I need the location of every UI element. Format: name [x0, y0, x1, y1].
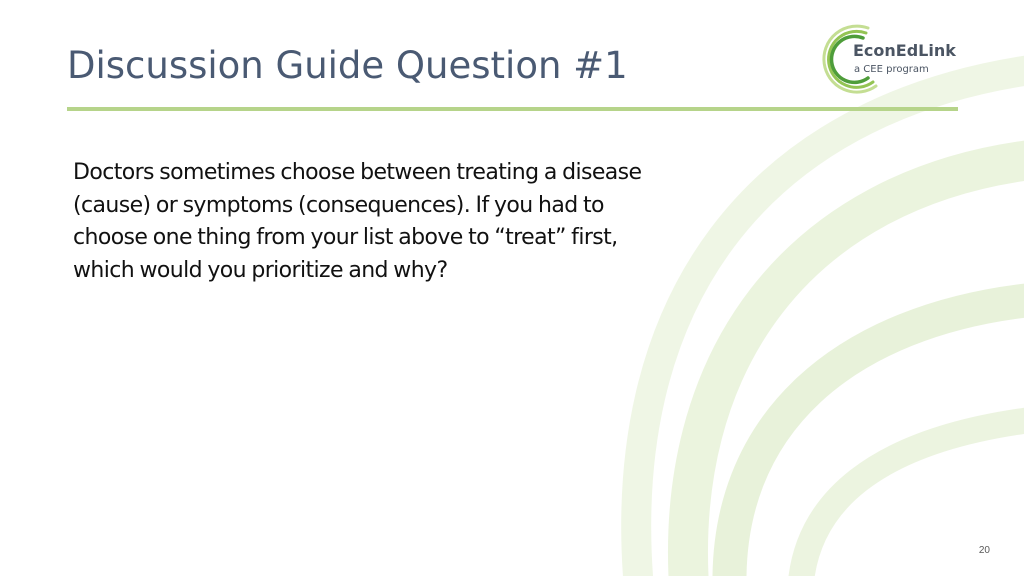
slide-title: Discussion Guide Question #1 — [67, 44, 628, 87]
econedlink-logo — [816, 20, 966, 96]
logo-tagline: a CEE program — [854, 64, 929, 75]
logo-name: EconEdLink — [853, 41, 956, 60]
page-number: 20 — [978, 545, 990, 556]
title-divider — [67, 107, 958, 111]
discussion-question-text: Doctors sometimes choose between treating a disease (cause) or symptoms (consequences). If you had to choose one thing from your list above to “treat” first, which would you prioritize and why? — [73, 160, 642, 283]
